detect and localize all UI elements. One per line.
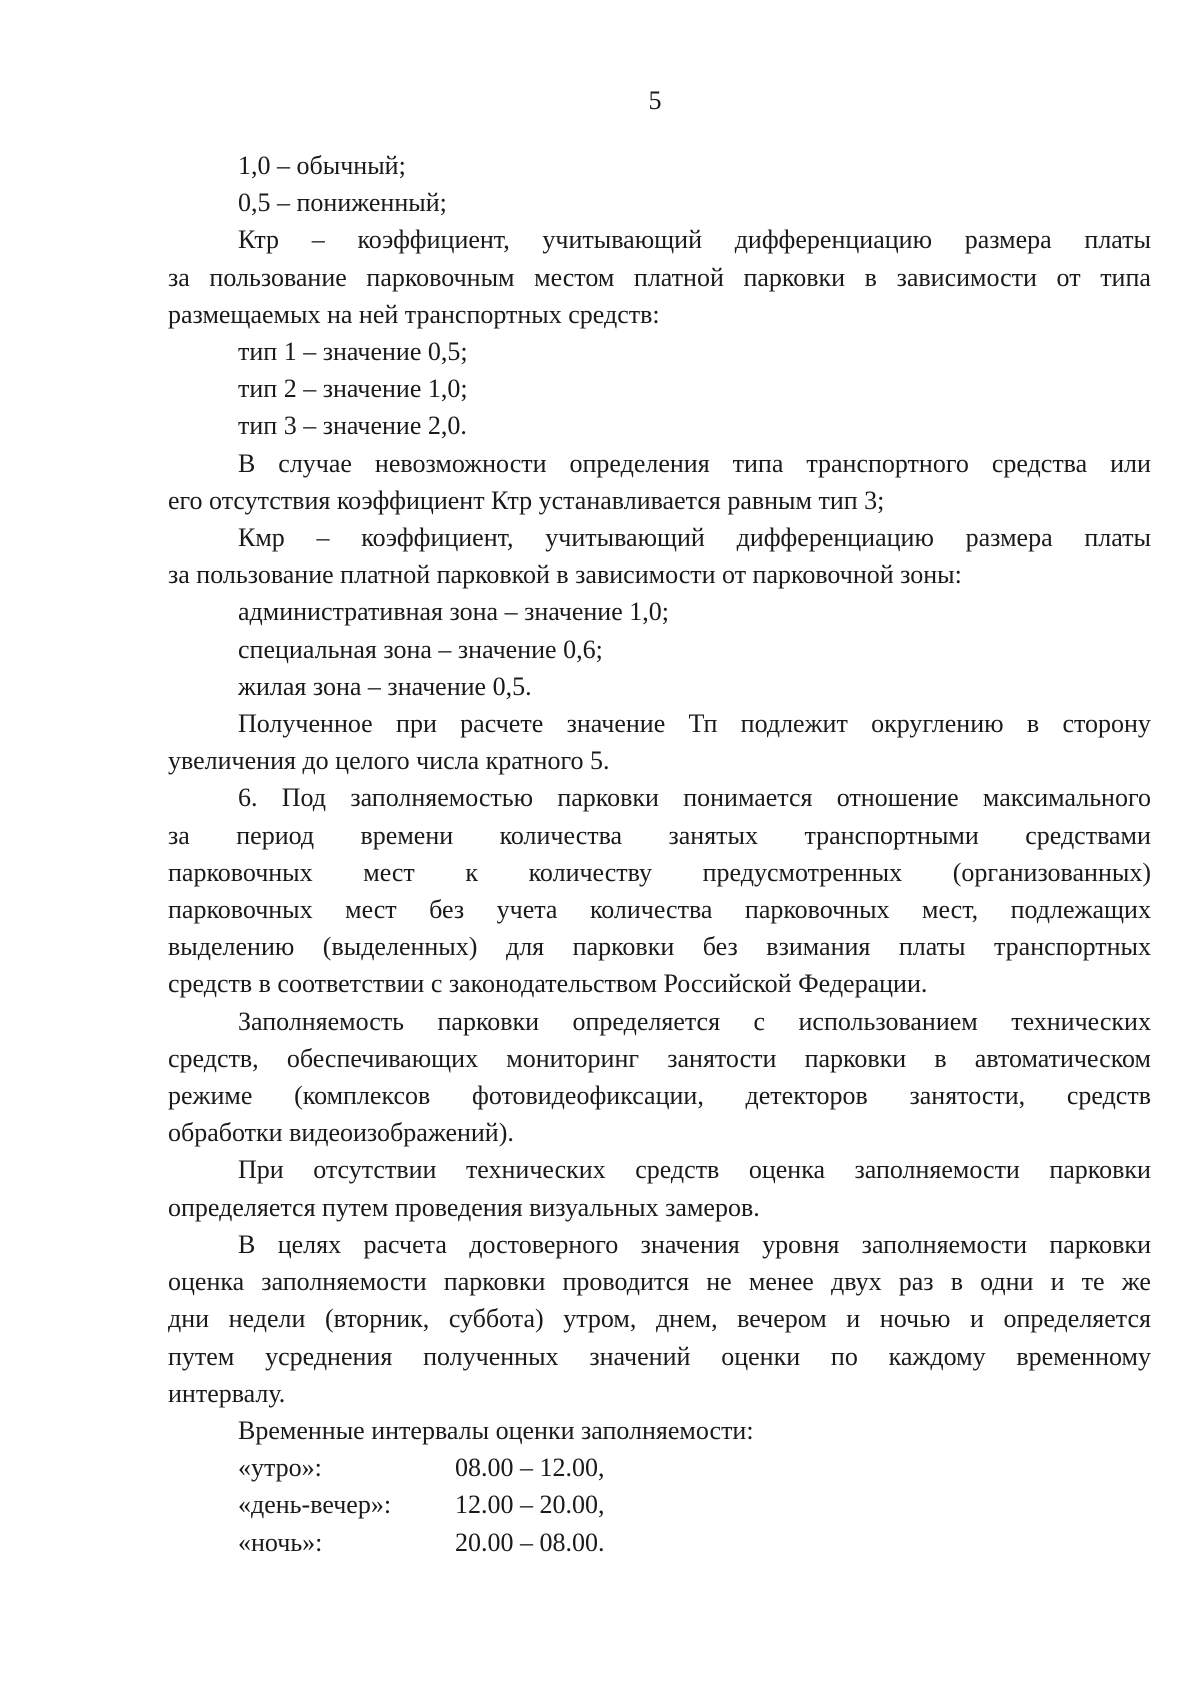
word: и bbox=[1050, 1267, 1065, 1297]
justified-line bbox=[168, 259, 1151, 296]
word: обеспечивающих bbox=[286, 1043, 479, 1073]
word: – bbox=[311, 225, 325, 255]
word: взимания bbox=[766, 932, 871, 962]
word: значений bbox=[589, 1341, 691, 1371]
word: оценки bbox=[721, 1341, 801, 1371]
word: платы bbox=[898, 932, 966, 962]
word: путем bbox=[168, 1341, 235, 1371]
word: парковочным bbox=[366, 262, 515, 292]
word: не bbox=[706, 1267, 732, 1297]
word: (организованных) bbox=[952, 857, 1151, 887]
word: Под bbox=[281, 783, 327, 813]
interval-range: 08.00 – 12.00, bbox=[455, 1453, 605, 1483]
word: подлежащих bbox=[1010, 895, 1151, 925]
word: для bbox=[505, 932, 545, 962]
justified-line bbox=[168, 928, 1151, 965]
page-number: 5 bbox=[648, 86, 662, 115]
word: заполняемостью bbox=[350, 783, 534, 813]
word: транспортных bbox=[994, 932, 1151, 962]
word: количества bbox=[499, 820, 623, 850]
word: раз bbox=[898, 1267, 934, 1297]
text-line: размещаемых на ней транспортных средств: bbox=[168, 299, 660, 329]
word: 6. bbox=[238, 783, 258, 813]
word: Полученное bbox=[238, 709, 373, 739]
word: заполняемости bbox=[861, 1229, 1028, 1259]
word: В bbox=[238, 448, 256, 478]
word: использованием bbox=[798, 1006, 978, 1036]
word: технических bbox=[1011, 1006, 1151, 1036]
word: учитывающий bbox=[545, 523, 705, 553]
justified-line bbox=[168, 779, 1151, 816]
word: Заполняемость bbox=[238, 1006, 405, 1036]
word: полученных bbox=[423, 1341, 559, 1371]
word: усреднения bbox=[265, 1341, 393, 1371]
text-line: обработки видеоизображений). bbox=[168, 1118, 514, 1148]
word: с bbox=[753, 1006, 766, 1036]
word: средств bbox=[1066, 1081, 1151, 1111]
word: от bbox=[1056, 262, 1081, 292]
word: мониторинг bbox=[506, 1043, 640, 1073]
word: платы bbox=[1084, 523, 1151, 553]
word: период bbox=[236, 820, 315, 850]
justified-line bbox=[168, 1300, 1151, 1337]
word: заполняемости bbox=[261, 1267, 427, 1297]
word: количества bbox=[589, 895, 713, 925]
word: зависимости bbox=[896, 262, 1037, 292]
word: выделению bbox=[168, 932, 295, 962]
interval-label: «утро»: bbox=[238, 1453, 322, 1483]
word: понимается bbox=[683, 783, 813, 813]
justified-line bbox=[168, 1077, 1151, 1114]
interval-label: «день-вечер»: bbox=[238, 1490, 392, 1520]
word: заполняемости bbox=[854, 1155, 1020, 1185]
word: сторону bbox=[1062, 709, 1151, 739]
word: технических bbox=[465, 1155, 606, 1185]
interval-range: 12.00 – 20.00, bbox=[455, 1490, 605, 1520]
word: парковки bbox=[1049, 1229, 1151, 1259]
text-line: тип 3 – значение 2,0. bbox=[238, 411, 467, 441]
word: Ктр bbox=[238, 225, 280, 255]
word: (комплексов bbox=[294, 1081, 431, 1111]
word: менее bbox=[748, 1267, 814, 1297]
text-line: жилая зона – значение 0,5. bbox=[238, 671, 532, 701]
word: в bbox=[934, 1043, 947, 1073]
word: дифференциацию bbox=[734, 225, 933, 255]
text-line: Временные интервалы оценки заполняемости: bbox=[238, 1415, 754, 1445]
word: мест, bbox=[922, 895, 979, 925]
word: дни bbox=[168, 1304, 210, 1334]
word: учитывающий bbox=[542, 225, 702, 255]
word: местом bbox=[534, 262, 615, 292]
document-body bbox=[168, 147, 1151, 1561]
justified-line bbox=[168, 854, 1151, 891]
text-line: увеличения до целого числа кратного 5. bbox=[168, 746, 610, 776]
word: без bbox=[429, 895, 465, 925]
word: парковки bbox=[1049, 1155, 1151, 1185]
word: суббота) bbox=[448, 1304, 544, 1334]
word: днем, bbox=[655, 1304, 718, 1334]
word: учета bbox=[496, 895, 558, 925]
word: уровня bbox=[762, 1229, 840, 1259]
word: занятости, bbox=[909, 1081, 1026, 1111]
justified-line bbox=[168, 1151, 1151, 1188]
word: недели bbox=[228, 1304, 306, 1334]
word: отношение bbox=[836, 783, 959, 813]
text-line: интервалу. bbox=[168, 1378, 286, 1408]
word: в bbox=[1026, 709, 1040, 739]
word: при bbox=[396, 709, 437, 739]
word: детекторов bbox=[745, 1081, 868, 1111]
word: парковочных bbox=[744, 895, 890, 925]
word: оценка bbox=[168, 1267, 245, 1297]
word: – bbox=[316, 523, 330, 553]
word: транспортными bbox=[804, 820, 979, 850]
word: средств bbox=[635, 1155, 720, 1185]
word: (вторник, bbox=[324, 1304, 430, 1334]
word: же bbox=[1121, 1267, 1151, 1297]
word: количеству bbox=[528, 857, 653, 887]
word: Тп bbox=[688, 709, 718, 739]
word: фотовидеофиксации, bbox=[471, 1081, 704, 1111]
word: пользование bbox=[209, 262, 347, 292]
word: без bbox=[702, 932, 738, 962]
word: парковки bbox=[437, 1006, 540, 1036]
word: расчета bbox=[363, 1229, 447, 1259]
word: значения bbox=[640, 1229, 740, 1259]
word: определяется bbox=[1003, 1304, 1151, 1334]
word: режиме bbox=[168, 1081, 253, 1111]
text-line: тип 1 – значение 0,5; bbox=[238, 337, 468, 367]
word: те bbox=[1081, 1267, 1105, 1297]
word: оценка bbox=[748, 1155, 825, 1185]
justified-line bbox=[168, 705, 1151, 742]
word: расчете bbox=[460, 709, 544, 739]
word: целях bbox=[277, 1229, 342, 1259]
word: ночью bbox=[879, 1304, 951, 1334]
word: занятости bbox=[667, 1043, 777, 1073]
word: размера bbox=[965, 523, 1053, 553]
justified-line bbox=[168, 891, 1151, 928]
text-line: тип 2 – значение 1,0; bbox=[238, 374, 468, 404]
text-line: административная зона – значение 1,0; bbox=[238, 597, 669, 627]
word: парковки bbox=[572, 932, 675, 962]
word: отсутствии bbox=[313, 1155, 437, 1185]
word: платной bbox=[633, 262, 724, 292]
word: предусмотренных bbox=[702, 857, 903, 887]
text-line: специальная зона – значение 0,6; bbox=[238, 634, 603, 664]
justified-line bbox=[168, 221, 1151, 258]
text-line: 1,0 – обычный; bbox=[238, 151, 406, 180]
word: типа bbox=[1100, 262, 1151, 292]
word: округлению bbox=[871, 709, 1004, 739]
word: занятых bbox=[668, 820, 759, 850]
word: парковки bbox=[443, 1267, 546, 1297]
word: парковки bbox=[557, 783, 659, 813]
word: определения bbox=[569, 448, 710, 478]
word: к bbox=[465, 857, 479, 887]
interval-label: «ночь»: bbox=[238, 1527, 323, 1557]
word: В bbox=[238, 1229, 256, 1259]
word: подлежит bbox=[740, 709, 848, 739]
justified-line bbox=[168, 1338, 1151, 1375]
justified-line bbox=[168, 519, 1151, 556]
word: достоверного bbox=[469, 1229, 619, 1259]
word: мест bbox=[363, 857, 415, 887]
word: определяется bbox=[572, 1006, 721, 1036]
word: случае bbox=[278, 448, 352, 478]
word: вечером bbox=[737, 1304, 827, 1334]
word: значение bbox=[566, 709, 666, 739]
word: в bbox=[864, 262, 877, 292]
word: коэффициент, bbox=[361, 523, 514, 553]
justified-line bbox=[168, 1226, 1151, 1263]
interval-row-morning bbox=[168, 1449, 1151, 1486]
word: каждому bbox=[888, 1341, 986, 1371]
word: или bbox=[1110, 448, 1151, 478]
word: двух bbox=[831, 1267, 882, 1297]
word: в bbox=[950, 1267, 963, 1297]
interval-range: 20.00 – 08.00. bbox=[455, 1527, 605, 1557]
word: времени bbox=[360, 820, 454, 850]
word: размера bbox=[964, 225, 1052, 255]
word: временному bbox=[1016, 1341, 1151, 1371]
word: и bbox=[969, 1304, 984, 1334]
word: парковки bbox=[804, 1043, 907, 1073]
word: парковочных bbox=[168, 895, 313, 925]
text-line: определяется путем проведения визуальных замеров. bbox=[168, 1192, 760, 1222]
justified-line bbox=[168, 1263, 1151, 1300]
word: дифференциацию bbox=[736, 523, 934, 553]
word: парковки bbox=[743, 262, 846, 292]
word: проводится bbox=[562, 1267, 690, 1297]
word: максимального bbox=[982, 783, 1151, 813]
word: невозможности bbox=[374, 448, 547, 478]
justified-line bbox=[168, 445, 1151, 482]
word: средствами bbox=[1025, 820, 1151, 850]
justified-line bbox=[168, 817, 1151, 854]
justified-line bbox=[168, 1003, 1151, 1040]
interval-row-night bbox=[168, 1524, 1151, 1561]
word: средств, bbox=[168, 1043, 259, 1073]
justified-line bbox=[168, 1040, 1151, 1077]
text-line: средств в соответствии с законодательством Российской Федерации. bbox=[168, 969, 928, 999]
word: утром, bbox=[563, 1304, 637, 1334]
text-line: за пользование платной парковкой в зависимости от парковочной зоны: bbox=[168, 560, 962, 590]
word: и bbox=[846, 1304, 861, 1334]
word: коэффициент, bbox=[357, 225, 510, 255]
word: Кмр bbox=[238, 523, 285, 553]
word: (выделенных) bbox=[322, 932, 478, 962]
word: мест bbox=[345, 895, 397, 925]
word: по bbox=[830, 1341, 858, 1371]
text-line: 0,5 – пониженный; bbox=[238, 188, 447, 218]
word: автоматическом bbox=[974, 1043, 1151, 1073]
word: одни bbox=[980, 1267, 1034, 1297]
word: При bbox=[238, 1155, 284, 1185]
word: средства bbox=[991, 448, 1088, 478]
word: за bbox=[168, 262, 190, 292]
word: парковочных bbox=[168, 857, 313, 887]
text-line: его отсутствия коэффициент Ктр устанавливается равным тип 3; bbox=[168, 485, 885, 515]
word: типа bbox=[732, 448, 784, 478]
word: транспортного bbox=[806, 448, 969, 478]
word: за bbox=[168, 820, 190, 850]
word: платы bbox=[1084, 225, 1151, 255]
interval-row-day-evening bbox=[168, 1486, 1151, 1523]
